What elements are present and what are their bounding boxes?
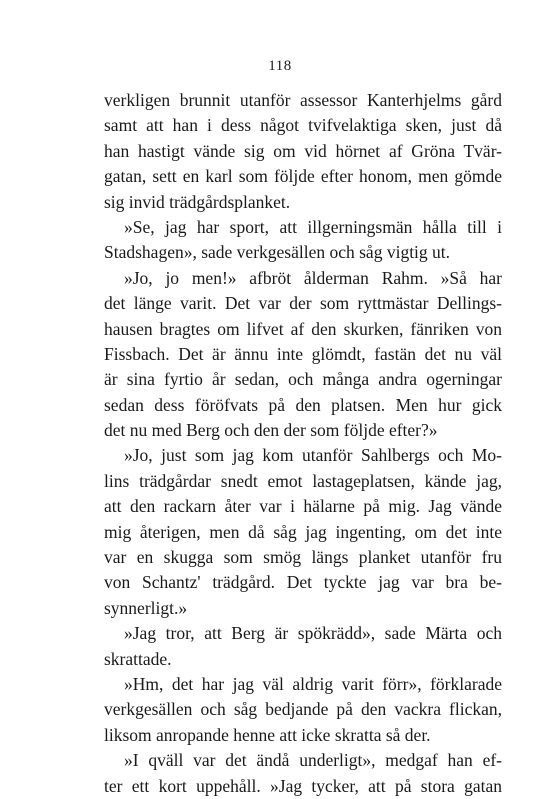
page-number: 118 — [268, 58, 292, 74]
text-line: skrattade. — [104, 648, 172, 669]
text-line: Stadshagen», sade verkgesällen och såg vigtig ut. — [104, 242, 451, 263]
text-line: han hastigt vände sig om vid hörnet af Gröna Tvär- — [104, 140, 502, 161]
text-line: sig invid trädgårdsplanket. — [104, 191, 291, 212]
text-line: sedan dess föröfvats på den platsen. Men hur gick — [104, 394, 502, 415]
text-line: samt att han i dess något tvifvelaktiga sken, just då — [104, 115, 502, 136]
text-line: von Schantz' trädgård. Det tyckte jag var bra be- — [104, 572, 502, 593]
text-line: var en skugga som smög längs planket utanför fru — [104, 547, 502, 568]
text-line: »Se, jag har sport, att illgerningsmän hålla till i — [124, 216, 502, 237]
text-line: ter ett kort uppehåll. »Jag tycker, att på stora gatan — [104, 775, 502, 796]
text-line: Fissbach. Det är ännu inte glömdt, fastän det nu väl — [104, 343, 502, 364]
text-line: gatan, sett en karl som följde efter honom, men gömde — [104, 166, 502, 187]
text-line: synnerligt.» — [104, 597, 188, 618]
text-line: mig återigen, men då såg jag ingenting, om det inte — [104, 521, 502, 542]
text-line: lins trädgårdar snedt emot lastageplatsen, kände jag, — [104, 470, 502, 491]
text-line: det länge varit. Det var der som ryttmästar Dellings- — [104, 293, 502, 314]
text-line: »Jag tror, att Berg är spökrädd», sade Märta och — [124, 623, 502, 644]
text-line: är sina fyrtio år sedan, och många andra ogerningar — [104, 369, 502, 390]
text-line: »Jo, just som jag kom utanför Sahlbergs och Mo- — [124, 445, 502, 466]
body-text — [104, 88, 502, 799]
text-line: verkligen brunnit utanför assessor Kanterhjelms gård — [104, 90, 502, 110]
text-line: »I qväll var det ändå underligt», medgaf han ef- — [124, 750, 502, 771]
text-line: verkgesällen och såg bedjande på den vackra flickan, — [104, 699, 502, 720]
text-line: hausen bragtes om lifvet af den skurken, fänriken von — [104, 318, 502, 339]
text-line: att den rackarn åter var i hälarne på mig. Jag vände — [104, 496, 502, 517]
text-line: »Jo, jo men!» afbröt ålderman Rahm. »Så har — [124, 267, 502, 288]
text-line: »Hm, det har jag väl aldrig varit förr», förklarade — [124, 673, 502, 694]
text-line: liksom anropande henne att icke skratta så der. — [104, 724, 431, 745]
text-line: det nu med Berg och den der som följde efter?» — [104, 420, 438, 441]
